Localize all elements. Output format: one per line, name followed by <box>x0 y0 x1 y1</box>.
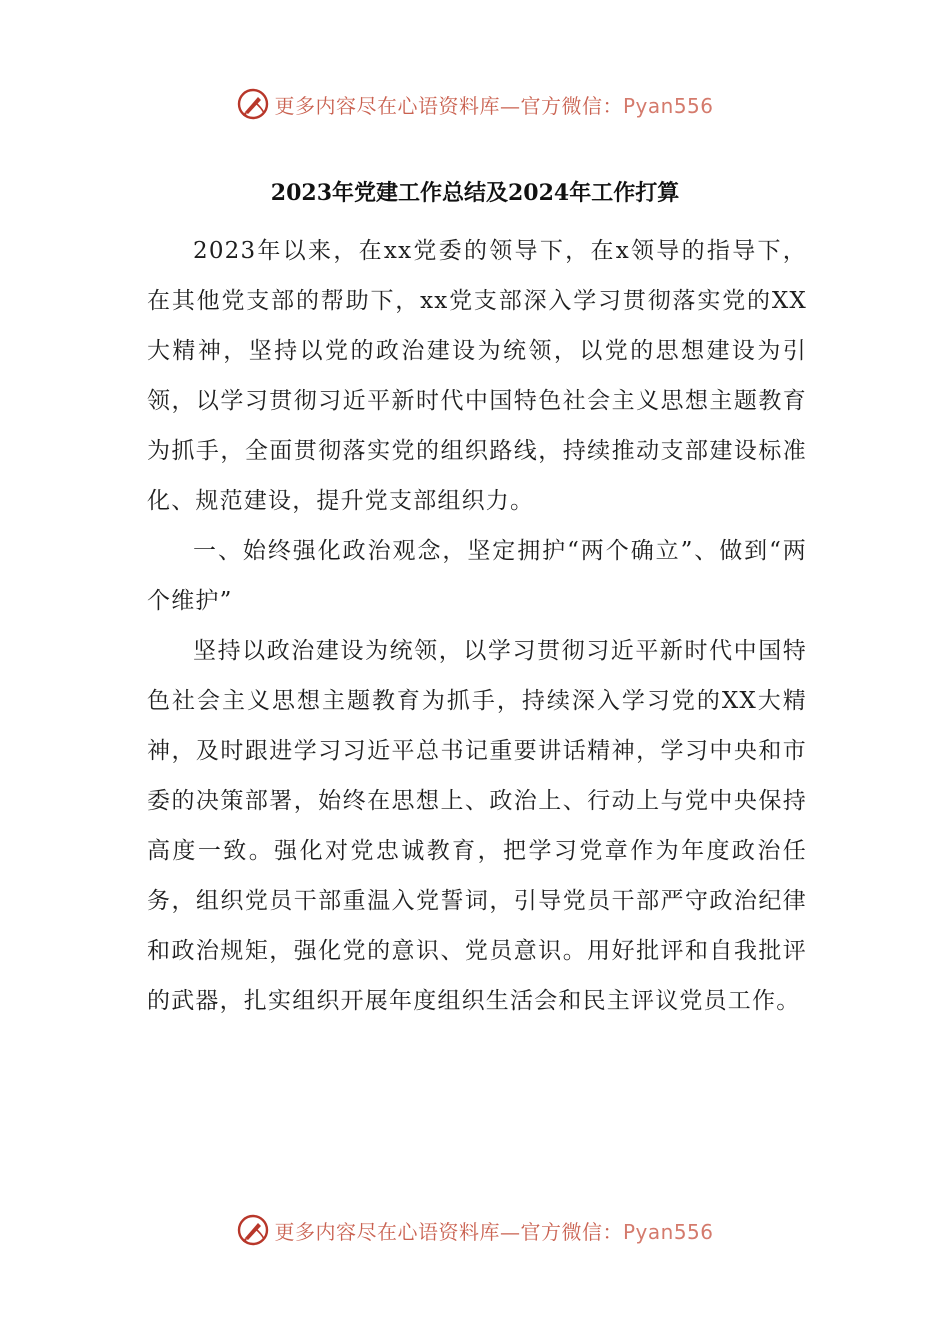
section-heading-1: 一、始终强化政治观念，坚定拥护“两个确立”、做到“两个维护” <box>147 538 807 614</box>
pen-logo-icon <box>236 1213 270 1247</box>
paragraph-section-1: 坚持以政治建设为统领，以学习贯彻习近平新时代中国特色社会主义思想主题教育为抓手，持续深入学习党的XX大精神，及时跟进学习习近平总书记重要讲话精神，学习中央和市委的决策部署，始终在思想上、政治上、行动上与党中央保持高度一致。强化对党忠诚教育，把学习党章作为年度政治任务，组织党员干部重温入党誓词，引导党员干部严守政治纪律和政治规矩，强化党的意识、党员意识。用好批评和自我批评的武器，扎实组织开展年度组织生活会和民主评议党员工作。 <box>147 638 807 1014</box>
paragraph-intro: 2023年以来，在xx党委的领导下，在x领导的指导下，在其他党支部的帮助下，xx党支部深入学习贯彻落实党的XX大精神，坚持以党的政治建设为统领，以党的思想建设为引领，以学习贯彻习近平新时代中国特色社会主义思想主题教育为抓手，全面贯彻落实党的组织路线，持续推动支部建设标准化、规范建设，提升党支部组织力。 <box>147 238 807 514</box>
document-body <box>147 226 807 1026</box>
banner-text <box>274 90 713 119</box>
banner-text <box>274 1216 713 1245</box>
header-banner <box>0 84 950 124</box>
wechat-id: Pyan556 <box>622 93 714 118</box>
footer-banner <box>0 1210 950 1250</box>
document-title: 2023年党建工作总结及2024年工作打算 <box>270 180 680 206</box>
banner-slogan: 更多内容尽在心语资料库—官方微信： <box>274 1219 623 1244</box>
wechat-id: Pyan556 <box>622 1219 714 1244</box>
pen-logo-icon <box>236 87 270 121</box>
banner-slogan: 更多内容尽在心语资料库—官方微信： <box>274 93 623 118</box>
